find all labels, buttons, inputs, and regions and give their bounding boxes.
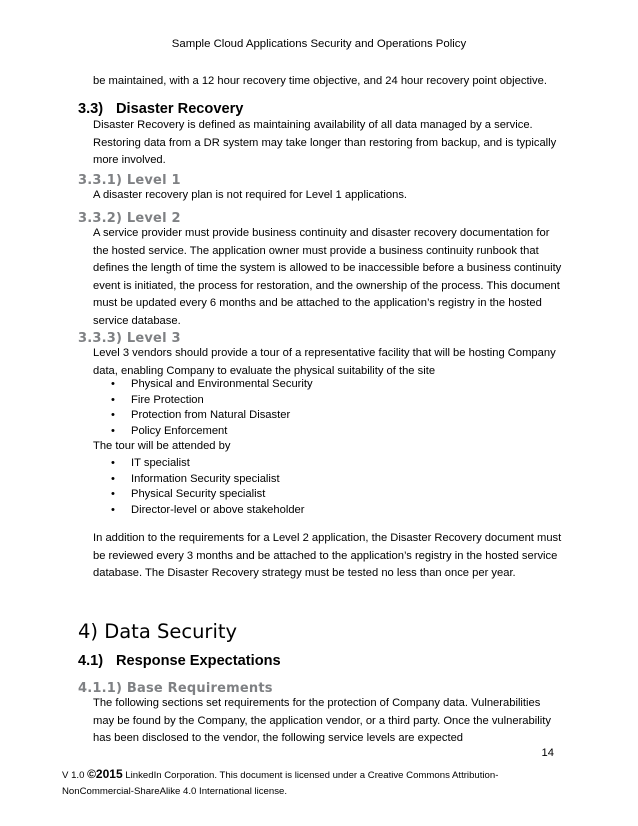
list-item: • Director-level or above stakeholder — [111, 503, 531, 519]
level-1-paragraph: A disaster recovery plan is not required for Level 1 applications. — [93, 189, 408, 201]
level-3-intro: Level 3 vendors should provide a tour of a representative facility that will be hosting Company data, enabling Company to evaluate the physical suitability of the site — [93, 347, 556, 377]
list-item: • Protection from Natural Disaster — [111, 408, 531, 424]
heading-title: Disaster Recovery — [116, 101, 244, 117]
heading-response-expectations — [78, 652, 281, 670]
footer-line-1 — [62, 766, 582, 784]
base-requirements-paragraph: The following sections set requirements for the protection of Company data. Vulnerabilities may be found by the Company, the application vendor, or a third party. Once the vulnerability has been disclosed to the vendor, the following service levels are expected — [93, 697, 551, 745]
footer-copyright: ©2015 — [87, 767, 123, 781]
footer-license — [62, 766, 582, 800]
list-item: • Physical and Environmental Security — [111, 377, 531, 393]
continuation-paragraph: be maintained, with a 12 hour recovery time objective, and 24 hour recovery point objective. — [93, 75, 547, 87]
footer-license-text: LinkedIn Corporation. This document is licensed under a Creative Commons Attribution- — [125, 770, 499, 781]
level-2-paragraph: A service provider must provide business continuity and disaster recovery documentation for the hosted service. The application owner must provide a business continuity runbook that defines the length of time the system is allowed to be inaccessible before a business continuity event is initiated, the process for restoration, and the ownership of the process. This document must be updated every 6 months and be attached to the application’s registry in the hosted service database. — [93, 227, 562, 327]
heading-number: 4.1) — [78, 653, 104, 669]
list-item: • Policy Enforcement — [111, 424, 531, 440]
heading-level-3: 3.3.3) Level 3 — [78, 331, 181, 346]
page-number: 14 — [541, 747, 554, 759]
heading-level-1: 3.3.1) Level 1 — [78, 173, 181, 188]
tour-intro: The tour will be attended by — [93, 440, 231, 452]
heading-number: 3.3) — [78, 101, 104, 117]
list-item: • Fire Protection — [111, 393, 531, 409]
level-3-closing-paragraph: In addition to the requirements for a Level 2 application, the Disaster Recovery document must be reviewed every 3 months and be attached to the application’s registry in the hosted service database. The Disaster Recovery strategy must be tested no less than once per year. — [93, 532, 562, 580]
heading-title: Response Expectations — [116, 653, 281, 669]
disaster-recovery-paragraph: Disaster Recovery is defined as maintaining availability of all data managed by a service. Restoring data from a DR system may take longer than restoring from backup, and is typically more involved. — [93, 119, 557, 167]
heading-disaster-recovery — [78, 100, 243, 118]
heading-base-requirements: 4.1.1) Base Requirements — [78, 681, 273, 696]
heading-data-security: 4) Data Security — [78, 620, 238, 643]
page-header: Sample Cloud Applications Security and Operations Policy — [171, 38, 467, 50]
list-item: • Information Security specialist — [111, 472, 531, 488]
site-evaluation-list — [111, 377, 531, 439]
list-item: • Physical Security specialist — [111, 487, 531, 503]
heading-level-2: 3.3.2) Level 2 — [78, 211, 181, 226]
footer-version: V 1.0 — [62, 770, 85, 781]
footer-line-2: NonCommercial-ShareAlike 4.0 International license. — [62, 786, 288, 797]
tour-attendee-list — [111, 456, 531, 518]
list-item: • IT specialist — [111, 456, 531, 472]
